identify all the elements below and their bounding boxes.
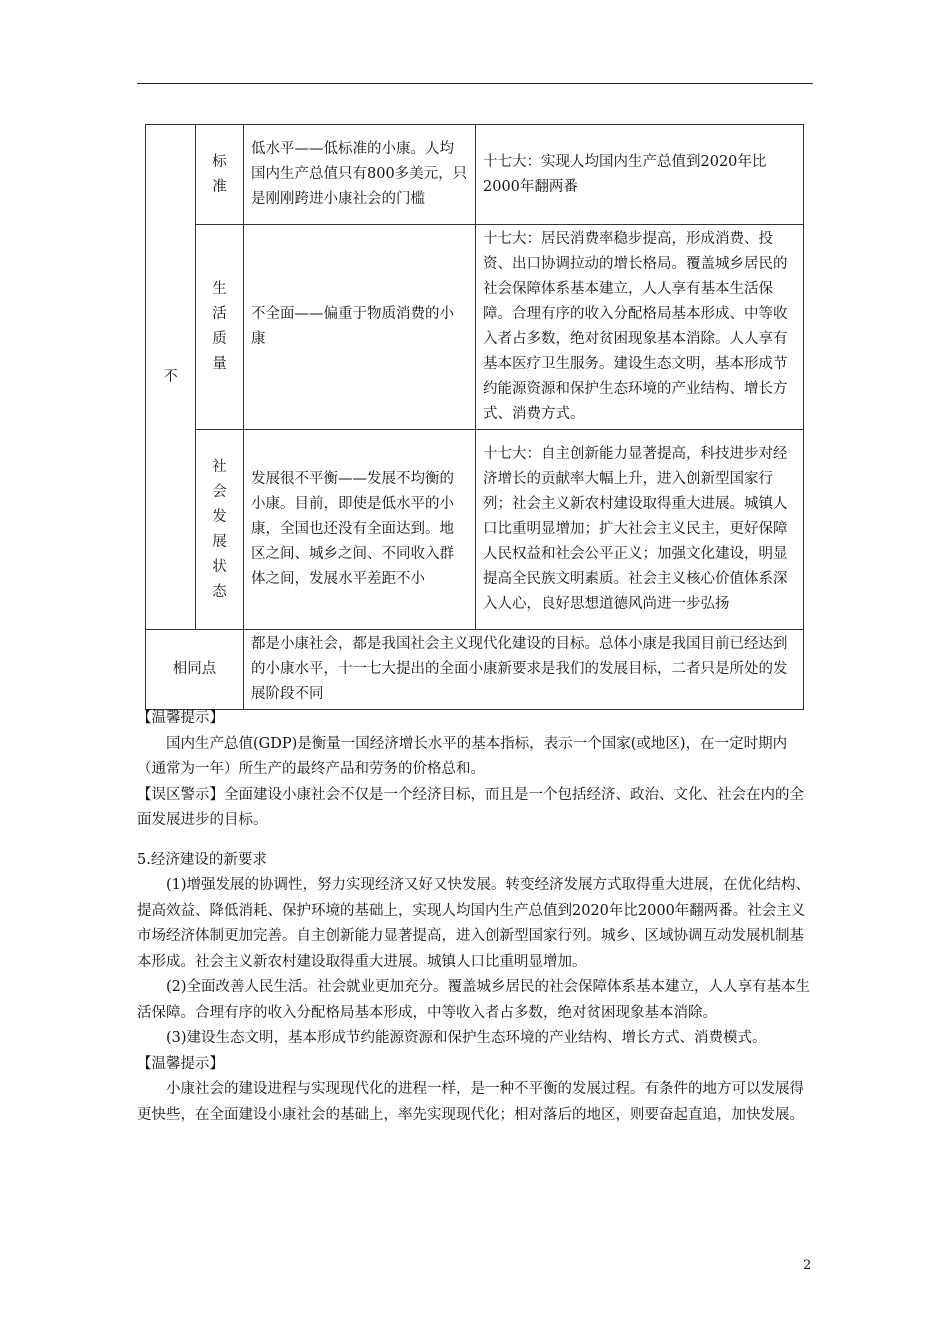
section5-title: 5.经济建设的新要求	[137, 851, 267, 868]
aspect-cell-life-quality	[196, 225, 244, 430]
section-gap	[137, 834, 813, 848]
aspect-char: 会	[212, 483, 227, 500]
table-row-similarity	[146, 630, 804, 710]
aspect-char: 态	[212, 583, 227, 600]
section5-item-1: (1)增强发展的协调性，努力实现经济又好又快发展。转变经济发展方式取得重大进展，在优化结构、提高效益、降低消耗、保护环境的基础上，实现人均国内生产总值到2020年比2000年翻两番。社会主义市场经济体制更加完善。自主创新能力显著提高，进入创新型国家行列。城乡、区域协调互动发展机制基本形成。社会主义新农村建设取得重大进展。城镇人口比重明显增加。	[137, 877, 811, 970]
current-cell-life-quality: 不全面——偏重于物质消费的小康	[244, 225, 476, 430]
aspect-char: 标	[212, 153, 227, 170]
tip2-title: 【温馨提示】	[137, 1055, 224, 1072]
aspect-char: 量	[212, 356, 227, 372]
comparison-table	[145, 124, 804, 710]
warning-text: 【误区警示】全面建设小康社会不仅是一个经济目标，而且是一个包括经济、政治、文化、社会在内的全面发展进步的目标。	[137, 786, 804, 828]
aspect-cell-social-development	[196, 430, 244, 630]
page-number: 2	[803, 1258, 812, 1273]
section5-item-2: (2)全面改善人民生活。社会就业更加充分。覆盖城乡居民的社会保障体系基本建立，人人享有基本生活保障。合理有序的收入分配格局基本形成，中等收入者占多数，绝对贫困现象基本消除。	[137, 979, 811, 1021]
aspect-char: 状	[212, 558, 227, 575]
body-content	[137, 706, 813, 1128]
current-cell-standard: 低水平——低标准的小康。人均国内生产总值只有800多美元，只是刚刚跨进小康社会的门槛	[244, 125, 476, 225]
aspect-char: 发	[212, 508, 227, 525]
current-cell-social-development: 发展很不平衡——发展不均衡的小康。目前，即使是低水平的小康，全国也还没有全面达到。地区之间、城乡之间、不同收入群体之间，发展水平差距不小	[244, 430, 476, 630]
table-row-social-development	[146, 430, 804, 630]
similarity-text-cell: 都是小康社会，都是我国社会主义现代化建设的目标。总体小康是我国目前已经达到的小康水平，十一七大提出的全面小康新要求是我们的发展目标，二者只是所处的发展阶段不同	[244, 630, 804, 710]
goal-cell-standard: 十七大：实现人均国内生产总值到2020年比2000年翻两番	[476, 125, 804, 225]
table-row-standard	[146, 125, 804, 225]
difference-label-cell: 不	[146, 125, 196, 630]
section5-item-3: (3)建设生态文明，基本形成节约能源资源和保护生态环境的产业结构、增长方式、消费模式。	[166, 1030, 767, 1046]
aspect-char: 生	[212, 281, 227, 297]
aspect-char: 展	[212, 533, 227, 550]
goal-cell-life-quality: 十七大：居民消费率稳步提高，形成消费、投资、出口协调拉动的增长格局。覆盖城乡居民的社会保障体系基本建立，人人享有基本生活保障。合理有序的收入分配格局基本形成、中等收入者占多数，绝对贫困现象基本消除。人人享有基本医疗卫生服务。建设生态文明，基本形成节约能源资源和保护生态环境的产业结构、增长方式、消费方式。	[476, 225, 804, 430]
aspect-char: 活	[212, 306, 227, 322]
tip1-text: 国内生产总值(GDP)是衡量一国经济增长水平的基本指标，表示一个国家(或地区)，在一定时期内（通常为一年）所生产的最终产品和劳务的价格总和。	[137, 735, 788, 777]
aspect-cell-standard	[196, 125, 244, 225]
similarity-label-cell: 相同点	[146, 630, 244, 710]
table-row-life-quality	[146, 225, 804, 430]
aspect-char: 准	[212, 178, 227, 195]
aspect-char: 社	[212, 458, 227, 475]
tip2-text: 小康社会的建设进程与实现现代化的进程一样，是一种不平衡的发展过程。有条件的地方可以发展得更快些，在全面建设小康社会的基础上，率先实现现代化；相对落后的地区，则要奋起直追，加快发展。	[137, 1081, 804, 1123]
tip1-title: 【温馨提示】	[137, 710, 224, 726]
header-rule	[137, 83, 813, 84]
goal-cell-social-development: 十七大：自主创新能力显著提高，科技进步对经济增长的贡献率大幅上升，进入创新型国家行列；社会主义新农村建设取得重大进展。城镇人口比重明显增加；扩大社会主义民主，更好保障人民权益和社会公平正义；加强文化建设，明显提高全民族文明素质。社会主义核心价值体系深入人心，良好思想道德风尚进一步弘扬	[476, 430, 804, 630]
aspect-char: 质	[212, 331, 227, 347]
